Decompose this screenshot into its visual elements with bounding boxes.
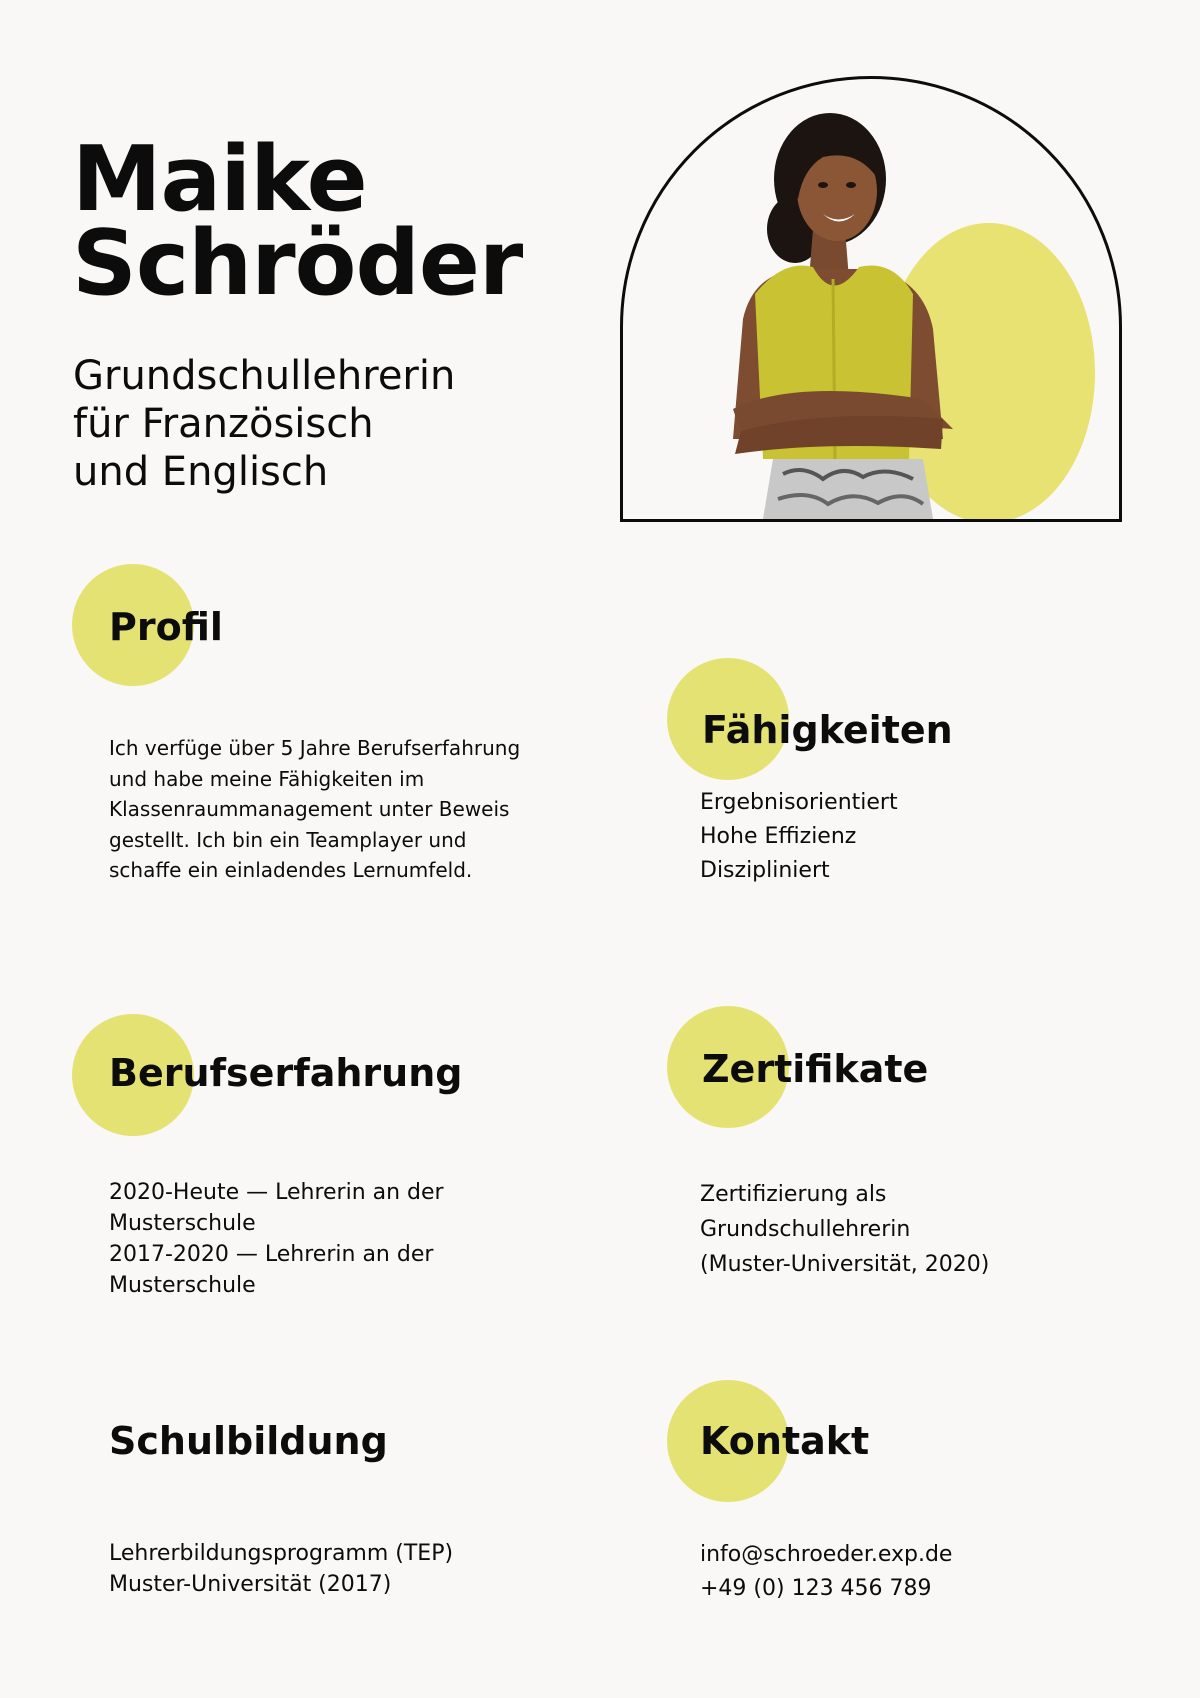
profil-line: Ich verfüge über 5 Jahre Berufserfahrung bbox=[109, 736, 521, 760]
last-name: Schröder bbox=[72, 211, 523, 316]
profil-heading: Profil bbox=[109, 605, 223, 649]
skill-item: Hohe Effizienz bbox=[700, 824, 857, 849]
job-title-line: und Englisch bbox=[73, 449, 329, 495]
faehigkeiten-list bbox=[700, 786, 898, 888]
profil-line: schaffe ein einladendes Lernumfeld. bbox=[109, 858, 473, 882]
portrait-frame bbox=[620, 76, 1122, 522]
job-title-line: für Französisch bbox=[73, 401, 374, 447]
portrait-photo bbox=[623, 79, 1119, 519]
profil-text bbox=[109, 733, 520, 886]
education-line: Lehrerbildungsprogramm (TEP) bbox=[109, 1541, 454, 1566]
profil-line: und habe meine Fähigkeiten im bbox=[109, 766, 425, 791]
berufserfahrung-text bbox=[109, 1177, 444, 1301]
profil-line: Klassenraummanagement unter Beweis bbox=[109, 797, 510, 821]
first-name: Maike bbox=[72, 127, 367, 232]
email-link[interactable]: info@schroeder.exp.de bbox=[700, 1542, 953, 1567]
kontakt-heading: Kontakt bbox=[700, 1419, 870, 1463]
experience-line: Musterschule bbox=[109, 1273, 256, 1298]
experience-line: Musterschule bbox=[109, 1211, 256, 1236]
phone-link[interactable]: +49 (0) 123 456 789 bbox=[700, 1576, 932, 1601]
berufserfahrung-heading: Berufserfahrung bbox=[109, 1051, 463, 1095]
profil-line: gestellt. Ich bin ein Teamplayer und bbox=[109, 827, 467, 852]
zertifikate-heading: Zertifikate bbox=[702, 1047, 929, 1091]
certificate-line: Zertifizierung als bbox=[700, 1182, 887, 1207]
experience-line: 2017-2020 — Lehrerin an der bbox=[109, 1242, 434, 1267]
person-name bbox=[72, 127, 592, 316]
faehigkeiten-heading: Fähigkeiten bbox=[702, 708, 953, 752]
schulbildung-heading: Schulbildung bbox=[109, 1419, 388, 1463]
skill-item: Diszipliniert bbox=[700, 858, 830, 883]
job-title bbox=[73, 352, 593, 496]
certificate-line: Grundschullehrerin bbox=[700, 1217, 911, 1242]
job-title-line: Grundschullehrerin bbox=[73, 353, 456, 399]
experience-line: 2020-Heute — Lehrerin an der bbox=[109, 1180, 444, 1205]
certificate-line: (Muster-Universität, 2020) bbox=[700, 1252, 990, 1277]
education-line: Muster-Universität (2017) bbox=[109, 1572, 392, 1597]
kontakt-text bbox=[700, 1538, 952, 1606]
zertifikate-text bbox=[700, 1177, 989, 1282]
skill-item: Ergebnisorientiert bbox=[700, 790, 898, 815]
schulbildung-text bbox=[109, 1538, 453, 1600]
